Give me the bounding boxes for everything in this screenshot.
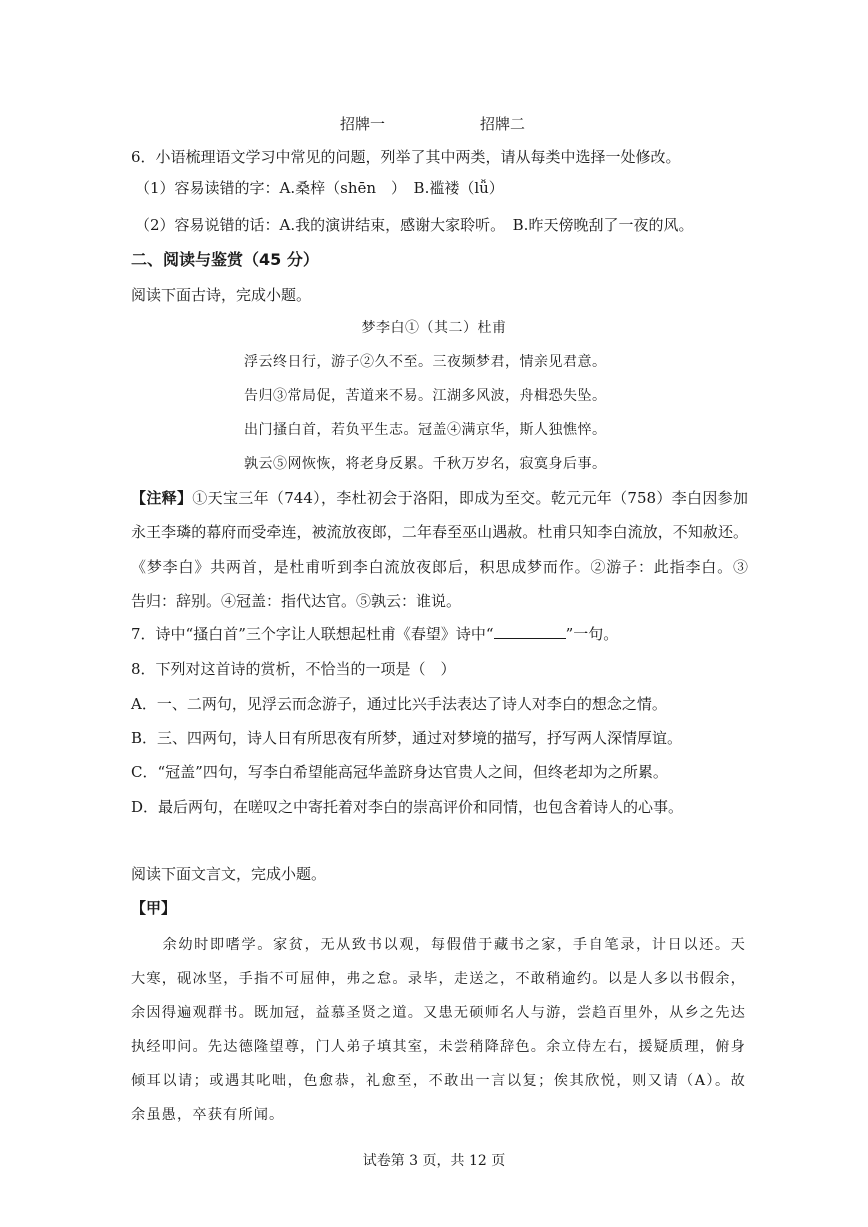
poem-title: 梦李白①（其二）杜甫	[361, 320, 507, 336]
question-6-item-2: （2）容易说错的话：A.我的演讲结束，感谢大家聆听。 B.昨天傍晚刮了一夜的风。	[135, 216, 694, 234]
classical-intro: 阅读下面文言文，完成小题。	[131, 865, 327, 883]
classical-line-1: 余幼时即嗜学。家贫，无从致书以观，每假借于藏书之家，手自笔录，计日以还。天	[131, 937, 746, 953]
notes-text-1: ①天宝三年（744），李杜初会于洛阳，即成为至交。乾元元年（758）李白因参加	[192, 489, 748, 507]
notes-line-4: 告归：辞别。④冠盖：指代达官。⑤孰云：谁说。	[131, 592, 462, 610]
section-2-heading: 二、阅读与鉴赏（45 分）	[131, 250, 319, 269]
poem-line-3: 出门搔白首，若负平生志。冠盖④满京华，斯人独憔悴。	[244, 422, 607, 438]
question-7	[131, 624, 748, 644]
answer-blank[interactable]	[494, 624, 566, 639]
question-6-stem: 6．小语梳理语文学习中常见的问题，列举了其中两类，请从每类中选择一处修改。	[131, 148, 681, 166]
question-7-before: 7．诗中“搔白首”三个字让人联想起杜甫《春望》诗中“	[131, 625, 494, 643]
classical-line-3: 余因得遍观群书。既加冠，益慕圣贤之道。又患无硕师名人与游，尝趋百里外，从乡之先达	[131, 1005, 746, 1021]
page-footer: 试卷第 3 页，共 12 页	[362, 1153, 506, 1169]
poem-line-2: 告归③常局促，苦道来不易。江湖多风波，舟楫恐失坠。	[244, 388, 607, 404]
poem-line-1: 浮云终日行，游子②久不至。三夜频梦君，情亲见君意。	[244, 354, 607, 370]
classical-line-2: 大寒，砚冰坚，手指不可屈伸，弗之怠。录毕，走送之，不敢稍逾约。以是人多以书假余，	[131, 971, 746, 987]
question-7-after: ”一句。	[565, 625, 619, 643]
notes-line-3: 《梦李白》共两首，是杜甫听到李白流放夜郎后，积思成梦而作。②游子：此指李白。③	[131, 558, 748, 576]
question-8-option-d: D．最后两句，在嗟叹之中寄托着对李白的崇高评价和同情，也包含着诗人的心事。	[131, 798, 684, 816]
question-8-option-b: B．三、四两句，诗人日有所思夜有所梦，通过对梦境的描写，抒写两人深情厚谊。	[131, 729, 683, 747]
classical-line-6: 余虽愚，卒获有所闻。	[131, 1107, 285, 1123]
notes-label: 【注释】	[131, 489, 193, 507]
sign-caption-2: 招牌二	[480, 115, 526, 133]
question-8-option-a: A．一、二两句，见浮云而念游子，通过比兴手法表达了诗人对李白的想念之情。	[131, 695, 667, 713]
poem-line-4: 孰云⑤网恢恢，将老身反累。千秋万岁名，寂寞身后事。	[244, 456, 607, 472]
question-6-item-1: （1）容易读错的字：A.桑梓（shēn ） B.褴褛（lǚ）	[135, 179, 504, 197]
classical-label: 【甲】	[131, 899, 177, 917]
notes-line-2: 永王李璘的幕府而受牵连，被流放夜郎，二年春至巫山遇赦。杜甫只知李白流放，不知赦还。	[131, 523, 748, 541]
notes-line-1	[131, 488, 748, 508]
question-8-option-c: C．“冠盖”四句，写李白希望能高冠华盖跻身达官贵人之间，但终老却为之所累。	[131, 763, 668, 781]
section-2-intro: 阅读下面古诗，完成小题。	[131, 286, 312, 304]
classical-line-4: 执经叩问。先达德隆望尊，门人弟子填其室，未尝稍降辞色。余立侍左右，援疑质理，俯身	[131, 1039, 746, 1055]
sign-caption-1: 招牌一	[340, 115, 386, 133]
classical-line-5: 倾耳以请；或遇其叱咄，色愈恭，礼愈至，不敢出一言以复；俟其欣悦，则又请（A）。故	[131, 1073, 746, 1089]
question-8-stem: 8．下列对这首诗的赏析，不恰当的一项是（ ）	[131, 660, 456, 678]
